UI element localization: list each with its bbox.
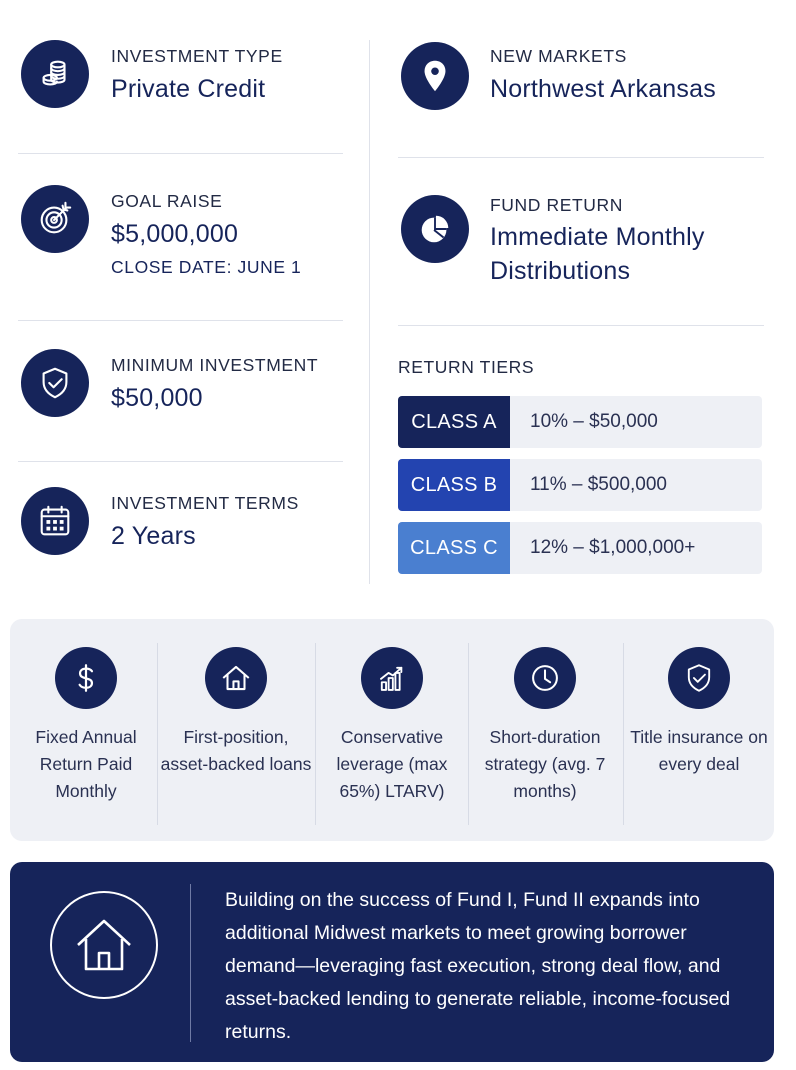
tier-class-b — [398, 459, 762, 511]
house-icon — [205, 647, 267, 709]
banner-text: Building on the success of Fund I, Fund II expands into additional Midwest markets to meet growing borrower demand—leveraging fast execution, strong deal flow, and asset-backed lending to generate reliable, income-focused returns. — [225, 889, 731, 1043]
fund-return-item — [398, 193, 764, 303]
goal-raise-text — [111, 191, 301, 278]
coins-icon — [21, 40, 89, 108]
goal-raise-item — [18, 183, 343, 303]
fund-return-text — [490, 195, 750, 288]
feature-conservative-leverage — [316, 619, 468, 841]
growth-chart-icon — [361, 647, 423, 709]
features-panel — [10, 619, 774, 841]
divider — [398, 325, 764, 326]
feature-text: First-position, asset-backed loans — [160, 727, 312, 774]
tier-class-a — [398, 396, 762, 448]
investment-type-text — [111, 46, 283, 104]
feature-text: Title insurance on every deal — [630, 727, 768, 774]
minimum-investment-text — [111, 355, 318, 413]
shield-icon — [21, 349, 89, 417]
investment-type-value: Private Credit — [111, 75, 266, 103]
close-date: CLOSE DATE: JUNE 1 — [111, 257, 302, 277]
divider — [157, 643, 158, 825]
feature-first-position — [160, 619, 312, 841]
banner-divider — [190, 884, 191, 1042]
map-pin-icon — [401, 42, 469, 110]
tier-tag: CLASS B — [398, 459, 510, 511]
feature-fixed-return — [10, 619, 162, 841]
feature-text: Short-duration strategy (avg. 7 months) — [484, 727, 606, 801]
tier-tag: CLASS C — [398, 522, 510, 574]
divider — [18, 461, 343, 462]
fund-return-value: Immediate Monthly Distributions — [490, 223, 705, 285]
tier-desc: 10% – $50,000 — [530, 411, 658, 432]
feature-text: Fixed Annual Return Paid Monthly — [35, 727, 137, 801]
divider — [18, 153, 343, 154]
investment-terms-item — [18, 485, 343, 565]
investment-type-label: INVESTMENT TYPE — [111, 46, 283, 66]
investment-terms-value: 2 Years — [111, 522, 196, 550]
calendar-icon — [21, 487, 89, 555]
divider — [398, 157, 764, 158]
investment-terms-text — [111, 493, 299, 551]
tier-tag: CLASS A — [398, 396, 510, 448]
feature-short-duration — [469, 619, 621, 841]
minimum-investment-value: $50,000 — [111, 384, 203, 412]
feature-title-insurance — [623, 619, 775, 841]
shield-check-icon — [668, 647, 730, 709]
investment-terms-label: INVESTMENT TERMS — [111, 493, 299, 513]
house-outline-icon — [50, 891, 158, 999]
tier-class-c — [398, 522, 762, 574]
minimum-investment-label: MINIMUM INVESTMENT — [111, 355, 319, 375]
pie-chart-icon — [401, 195, 469, 263]
target-icon — [21, 185, 89, 253]
column-divider — [369, 40, 370, 584]
goal-raise-label: GOAL RAISE — [111, 191, 223, 211]
minimum-investment-item — [18, 347, 343, 427]
goal-raise-value: $5,000,000 — [111, 220, 239, 248]
new-markets-item — [398, 40, 764, 120]
investment-type-item — [18, 38, 343, 118]
return-tiers-title: RETURN TIERS — [398, 357, 535, 377]
fund-description-banner — [10, 862, 774, 1062]
new-markets-text — [490, 46, 716, 104]
fund-return-label: FUND RETURN — [490, 195, 623, 215]
clock-icon — [514, 647, 576, 709]
dollar-icon — [55, 647, 117, 709]
new-markets-value: Northwest Arkansas — [490, 75, 716, 103]
new-markets-label: NEW MARKETS — [490, 46, 627, 66]
feature-text: Conservative leverage (max 65%) LTARV) — [336, 727, 448, 801]
divider — [18, 320, 343, 321]
tier-desc: 11% – $500,000 — [530, 474, 667, 495]
tier-desc: 12% – $1,000,000+ — [530, 537, 696, 558]
